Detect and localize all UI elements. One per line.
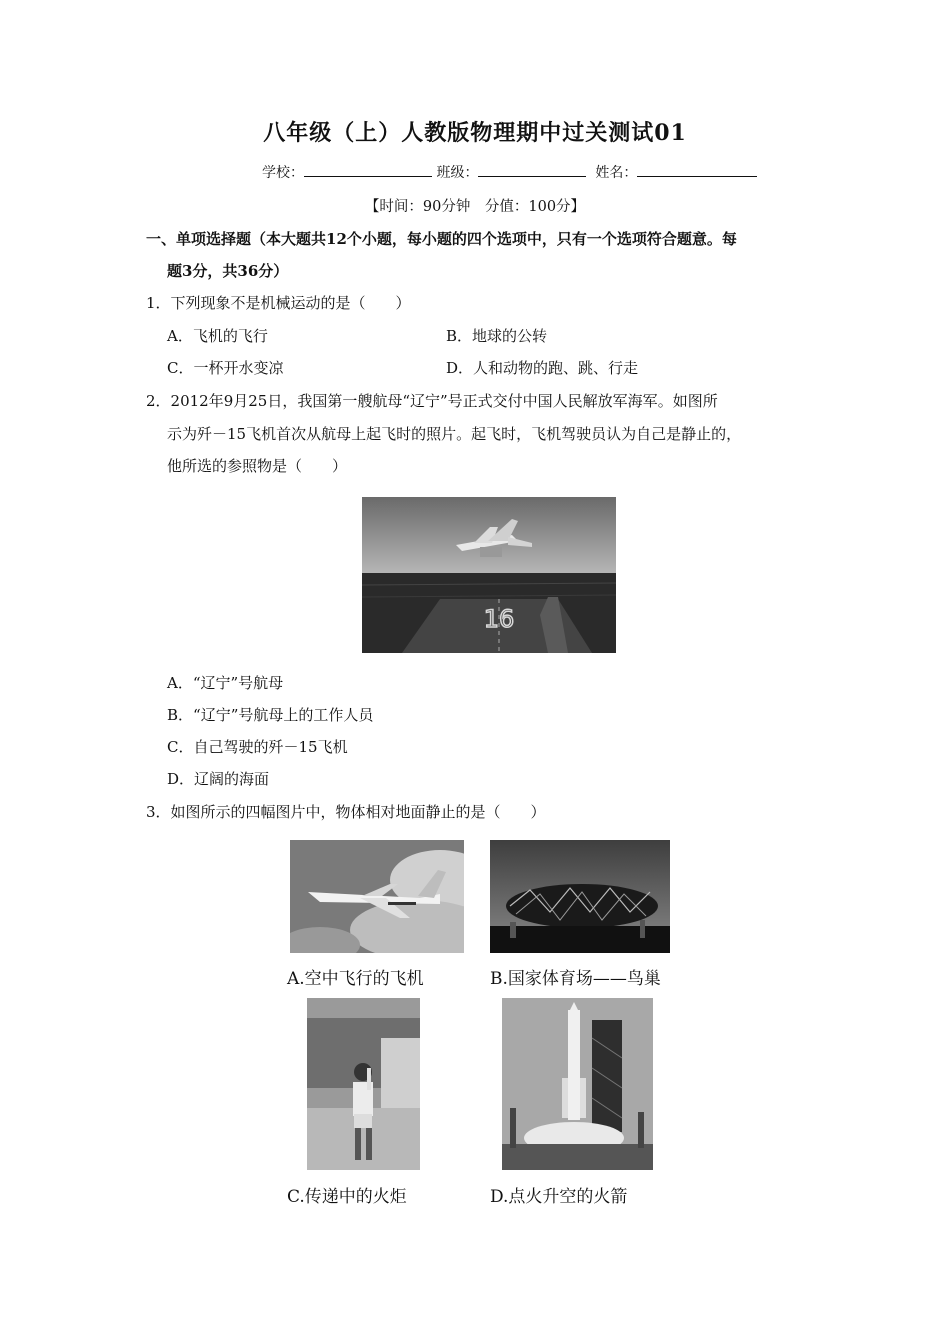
- carrier-jet-photo: [362, 497, 616, 653]
- class-blank[interactable]: [478, 162, 586, 177]
- q1-option-a: A．飞机的飞行: [167, 327, 268, 345]
- section-heading-line1: 一、单项选择题（本大题共12个小题，每小题的四个选项中，只有一个选项符合题意。每: [146, 230, 737, 248]
- q2-option-c: C．自己驾驶的歼－15飞机: [167, 738, 348, 756]
- rocket-launch-photo: [502, 998, 653, 1170]
- deck-number: 16: [483, 605, 515, 633]
- q1-option-b: B．地球的公转: [446, 327, 548, 345]
- q2-option-a: A．“辽宁”号航母: [167, 674, 284, 692]
- q1-option-c: C．一杯开水变凉: [167, 359, 284, 377]
- name-label: 姓名：: [595, 165, 638, 181]
- student-info-line: [262, 162, 757, 182]
- school-blank[interactable]: [304, 162, 432, 177]
- stadium-photo: [490, 840, 670, 953]
- q2-option-b: B．“辽宁”号航母上的工作人员: [167, 706, 374, 724]
- name-blank[interactable]: [637, 162, 757, 177]
- q2-stem-line3: 他所选的参照物是（ ）: [167, 457, 348, 475]
- torch-relay-photo: [307, 998, 420, 1170]
- caption-b: B.国家体育场——鸟巢: [490, 969, 661, 989]
- page-title: 八年级（上）人教版物理期中过关测试01: [263, 120, 687, 146]
- caption-d: D.点火升空的火箭: [490, 1187, 628, 1207]
- q3-stem: 3．如图所示的四幅图片中，物体相对地面静止的是（ ）: [146, 803, 546, 821]
- caption-a: A.空中飞行的飞机: [287, 969, 424, 989]
- q1-option-d: D．人和动物的跑、跳、行走: [446, 359, 639, 377]
- q2-stem-line2: 示为歼－15飞机首次从航母上起飞时的照片。起飞时，飞机驾驶员认为自己是静止的，: [167, 425, 742, 443]
- airplane-photo: [290, 840, 464, 953]
- stadium-icon: [506, 884, 658, 928]
- q2-option-d: D．辽阔的海面: [167, 770, 270, 788]
- class-label: 班级：: [436, 165, 479, 181]
- time-score: 【时间：90分钟 分值：100分】: [364, 199, 586, 215]
- launch-tower-icon: [592, 1020, 622, 1132]
- q1-stem: 1．下列现象不是机械运动的是（ ）: [146, 294, 411, 312]
- section-heading-line2: 题3分，共36分）: [167, 262, 289, 280]
- caption-c: C.传递中的火炬: [287, 1187, 407, 1207]
- school-label: 学校：: [262, 165, 304, 181]
- q2-stem-line1: 2．2012年9月25日，我国第一艘航母“辽宁”号正式交付中国人民解放军海军。如图所: [146, 392, 718, 410]
